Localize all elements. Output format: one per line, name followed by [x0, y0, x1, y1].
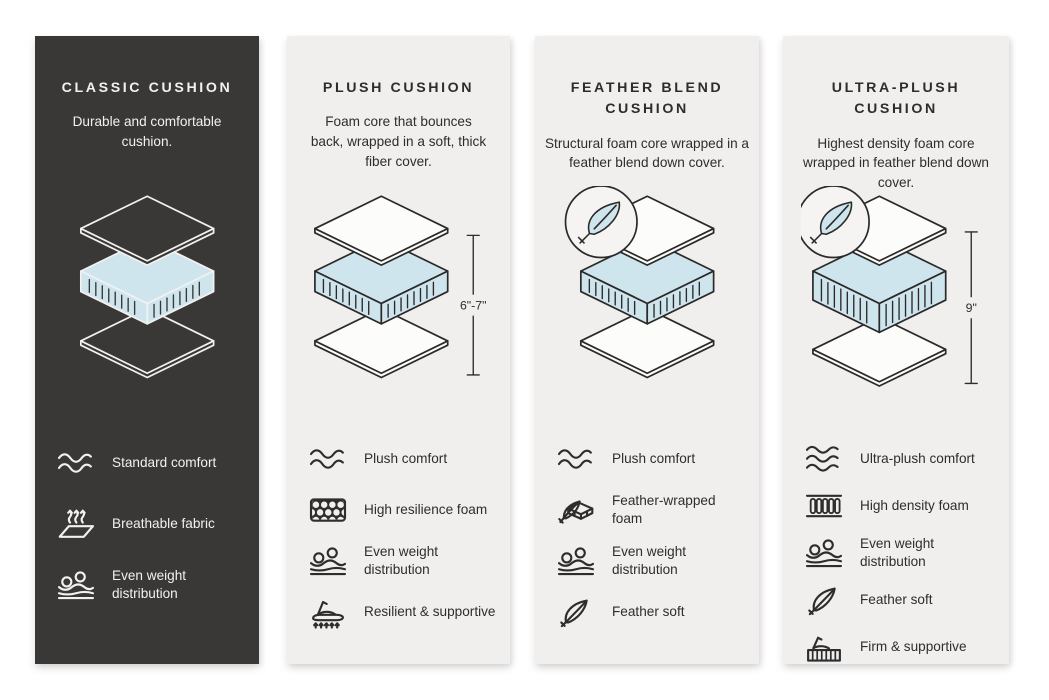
feather-badge	[801, 186, 869, 258]
feature-label: Even weight distribution	[860, 535, 935, 569]
feature-row	[53, 503, 245, 545]
column-ultra-plush-cushion	[783, 36, 1009, 664]
column-classic-cushion	[35, 36, 259, 664]
column-description: Highest density foam core wrapped in feather blend down cover.	[803, 135, 989, 190]
feature-list	[801, 438, 995, 673]
column-title: PLUSH CUSHION	[322, 80, 475, 96]
firm-supportive-icon	[801, 630, 847, 664]
feature-row	[801, 532, 995, 573]
cushion-illustration	[35, 182, 259, 396]
feature-row	[305, 438, 496, 480]
cushion-illustration	[287, 182, 510, 396]
feather-icon	[801, 583, 847, 617]
column-description: Structural foam core wrapped in a feather blend down cover.	[544, 135, 749, 171]
feature-row	[53, 564, 245, 606]
even-weight-icon	[53, 568, 99, 602]
foam-cells-icon	[305, 493, 351, 527]
feature-row	[801, 626, 995, 667]
feature-row	[305, 591, 496, 633]
feature-row	[553, 438, 745, 480]
feature-list	[305, 438, 496, 642]
column-title: CLASSIC CUSHION	[61, 80, 233, 96]
feature-row	[53, 442, 245, 484]
column-plush-cushion	[287, 36, 510, 664]
feature-row	[553, 591, 745, 633]
even-weight-icon	[801, 536, 847, 570]
feature-label: Ultra-plush comfort	[860, 450, 975, 466]
feature-label: High density foam	[860, 497, 969, 513]
feather-icon	[553, 595, 599, 629]
feature-row	[305, 489, 496, 531]
feature-list	[553, 438, 745, 642]
breathable-fabric-icon	[53, 507, 99, 541]
even-weight-icon	[553, 544, 599, 578]
feature-label: Feather-wrapped foam	[612, 493, 716, 526]
comfort-waves-icon	[305, 442, 351, 476]
feather-badge	[565, 186, 637, 258]
feature-label: Feather soft	[612, 604, 685, 620]
feature-row	[553, 489, 745, 531]
feature-label: Firm & supportive	[860, 638, 967, 654]
feature-label: Even weight distribution	[112, 568, 187, 601]
feature-row	[305, 540, 496, 582]
feature-label: Plush comfort	[364, 451, 448, 467]
measurement-label: 9"	[965, 300, 977, 315]
column-description: Durable and comfortable cushion.	[72, 114, 222, 149]
feature-row	[553, 540, 745, 582]
feature-row	[801, 485, 995, 526]
column-title: ULTRA-PLUSH CUSHION	[831, 80, 961, 118]
feature-label: Even weight distribution	[364, 544, 439, 577]
feature-label: Plush comfort	[612, 451, 696, 467]
feature-label: Even weight distribution	[612, 544, 687, 577]
feature-label: Standard comfort	[112, 455, 217, 471]
resilient-supportive-icon	[305, 595, 351, 629]
column-description: Foam core that bounces back, wrapped in a soft, thick fiber cover.	[310, 114, 487, 169]
high-density-foam-icon	[801, 489, 847, 523]
column-title: FEATHER BLEND CUSHION	[570, 80, 724, 118]
feature-label: High resilience foam	[364, 502, 488, 518]
feature-list	[53, 442, 245, 625]
feather-wrapped-foam-icon	[553, 493, 599, 527]
ultra-waves-icon	[801, 442, 847, 476]
comfort-waves-icon	[53, 446, 99, 480]
measurement-label: 6"-7"	[460, 298, 487, 313]
feature-label: Breathable fabric	[112, 516, 215, 532]
feature-row	[801, 579, 995, 620]
feature-label: Feather soft	[860, 591, 933, 607]
cushion-illustration	[783, 182, 1009, 396]
comfort-waves-icon	[553, 442, 599, 476]
cushion-illustration	[535, 182, 759, 396]
feature-row	[801, 438, 995, 479]
column-feather-blend-cushion	[535, 36, 759, 664]
feature-label: Resilient & supportive	[364, 604, 496, 620]
even-weight-icon	[305, 544, 351, 578]
